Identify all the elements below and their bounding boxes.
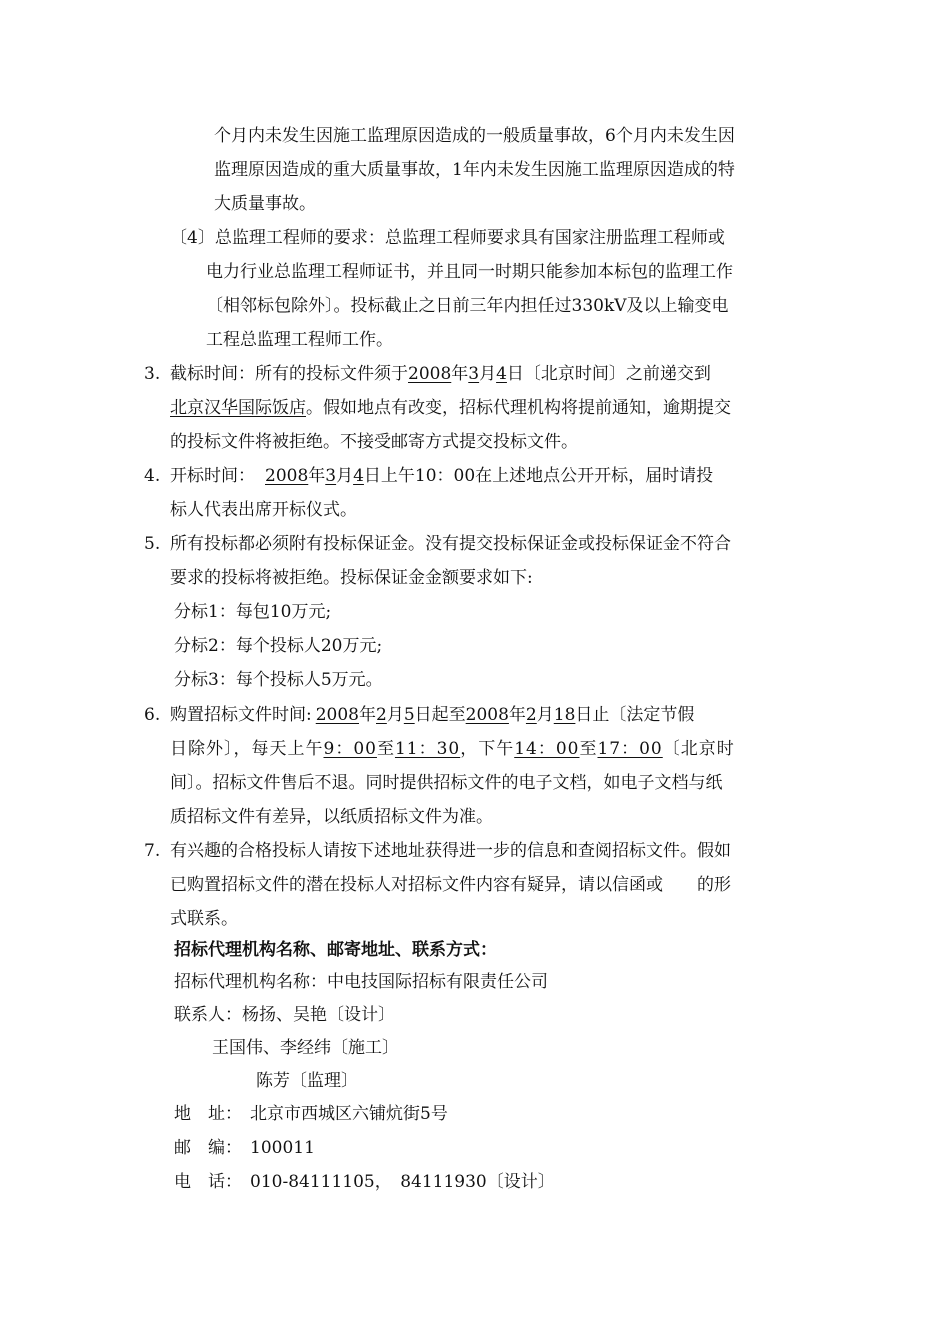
section-6-line-4: 质招标文件有差异，以纸质招标文件为准。 <box>170 807 493 827</box>
section-3-line-2 <box>170 391 731 425</box>
section-6-line-2 <box>170 732 735 766</box>
tel-value: 010-84111105， 84111930〔设计〕 <box>250 1172 555 1192</box>
item4-line-1 <box>170 221 725 255</box>
section-5-line-2: 要求的投标将被拒绝。投标保证金金额要求如下: <box>170 568 533 588</box>
s6-year-char-1: 年 <box>359 705 376 725</box>
s6-month-char-2: 月 <box>536 705 554 725</box>
section-7-line-2: 已购置招标文件的潜在投标人对招标文件内容有疑异，请以信函或 的形 <box>170 875 731 895</box>
item4-text-1: 总监理工程师的要求：总监理工程师要求具有国家注册监理工程师或 <box>214 228 725 248</box>
s3-post: 日〔北京时间〕之前递交到 <box>506 364 711 384</box>
s3-l2-post: 。假如地点有改变，招标代理机构将提前通知，逾期提交 <box>306 398 731 418</box>
s6-year-char-2: 年 <box>508 705 526 725</box>
section-7-number: 7. <box>144 841 161 861</box>
zip-label: 邮 编： <box>174 1138 242 1158</box>
s6-l2-a: 日除外〕，每天上午 <box>170 739 324 759</box>
s6-d1: 5 <box>403 705 415 725</box>
section-4-line-1 <box>170 459 713 493</box>
contact-people-3: 陈芳〔监理〕 <box>256 1071 358 1091</box>
item4-marker: 〔4〕 <box>170 228 215 248</box>
item4-line-4: 工程总监理工程师工作。 <box>206 330 393 350</box>
s6-am-start: 9：00 <box>323 739 377 759</box>
item4-line-3: 〔相邻标包除外〕。投标截止之日前三年内担任过330kV及以上输变电 <box>206 296 729 316</box>
section-4-line-2: 标人代表出席开标仪式。 <box>170 500 357 520</box>
address-value: 北京市西城区六铺炕街5号 <box>250 1104 448 1124</box>
contact-address <box>174 1097 448 1131</box>
s4-year-char: 年 <box>308 466 326 486</box>
continuation-line-2: 监理原因造成的重大质量事故，1年内未发生因施工监理原因造成的特 <box>214 160 735 180</box>
section-7-line-3: 式联系。 <box>170 909 238 929</box>
s3-venue: 北京汉华国际饭店 <box>170 398 306 418</box>
s6-from: 日起至 <box>414 705 466 725</box>
s6-y1: 2008 <box>315 705 359 725</box>
s6-l2-b: 〔北京时 <box>662 739 735 759</box>
section-6-line-1 <box>170 698 694 732</box>
s6-pm: ，下午 <box>460 739 515 759</box>
s6-d2: 18 <box>553 705 576 725</box>
section-4-number: 4. <box>144 466 161 486</box>
section-5-number: 5. <box>144 534 161 554</box>
section-5-line-1: 所有投标都必须附有投标保证金。没有提交投标保证金或投标保证金不符合 <box>170 534 731 554</box>
s3-year-char: 年 <box>451 364 469 384</box>
contact-zip <box>174 1131 315 1165</box>
s6-pm-end: 17：00 <box>597 739 663 759</box>
s4-post: 日上午10：00在上述地点公开开标，届时请投 <box>363 466 714 486</box>
s4-month-char: 月 <box>336 466 354 486</box>
lot-2: 分标2：每个投标人20万元; <box>174 636 383 656</box>
section-3-number: 3. <box>144 364 161 384</box>
contact-people-2: 王国伟、李经纬〔施工〕 <box>212 1038 399 1058</box>
s4-year: 2008 <box>265 466 309 486</box>
section-3-line-1 <box>170 357 711 391</box>
tel-label: 电 话： <box>174 1172 242 1192</box>
continuation-line-3: 大质量事故。 <box>214 194 316 214</box>
zip-value: 100011 <box>250 1138 315 1158</box>
s4-month: 3 <box>325 466 337 486</box>
s3-year: 2008 <box>408 364 452 384</box>
section-6-number: 6. <box>144 705 161 725</box>
s6-zhi-2: 至 <box>579 739 598 759</box>
s6-pm-start: 14：00 <box>514 739 580 759</box>
s4-pre: 开标时间： <box>170 466 255 486</box>
item4-line-2: 电力行业总监理工程师证书，并且同一时期只能参加本标包的监理工作 <box>206 262 733 282</box>
contact-heading: 招标代理机构名称、邮寄地址、联系方式： <box>174 940 497 960</box>
section-7-line-1: 有兴趣的合格投标人请按下述地址获得进一步的信息和查阅招标文件。假如 <box>170 841 731 861</box>
s3-day: 4 <box>496 364 507 384</box>
section-3-line-3: 的投标文件将被拒绝。不接受邮寄方式提交投标文件。 <box>170 432 578 452</box>
s6-m1: 2 <box>376 705 387 725</box>
s6-y2: 2008 <box>465 705 509 725</box>
contact-people-1: 联系人：杨扬、吴艳〔设计〕 <box>174 1005 395 1025</box>
lot-1: 分标1：每包10万元; <box>174 602 332 622</box>
s3-month-char: 月 <box>479 364 497 384</box>
s6-month-char-1: 月 <box>386 705 404 725</box>
continuation-line-1: 个月内未发生因施工监理原因造成的一般质量事故，6个月内未发生因 <box>214 126 735 146</box>
s3-pre: 截标时间：所有的投标文件须于 <box>170 364 408 384</box>
s6-m2: 2 <box>525 705 537 725</box>
contact-tel <box>174 1165 555 1199</box>
s3-month: 3 <box>468 364 480 384</box>
s6-zhi-1: 至 <box>376 739 395 759</box>
s6-pre: 购置招标文件时间: <box>170 705 312 725</box>
section-6-line-3: 间〕。招标文件售后不退。同时提供招标文件的电子文档，如电子文档与纸 <box>170 773 723 793</box>
address-label: 地 址： <box>174 1104 242 1124</box>
lot-3: 分标3：每个投标人5万元。 <box>174 670 383 690</box>
s6-to: 日止〔法定节假 <box>575 705 695 725</box>
s4-day: 4 <box>353 466 364 486</box>
contact-agency: 招标代理机构名称：中电技国际招标有限责任公司 <box>174 972 548 992</box>
s6-am-end: 11：30 <box>394 739 461 759</box>
